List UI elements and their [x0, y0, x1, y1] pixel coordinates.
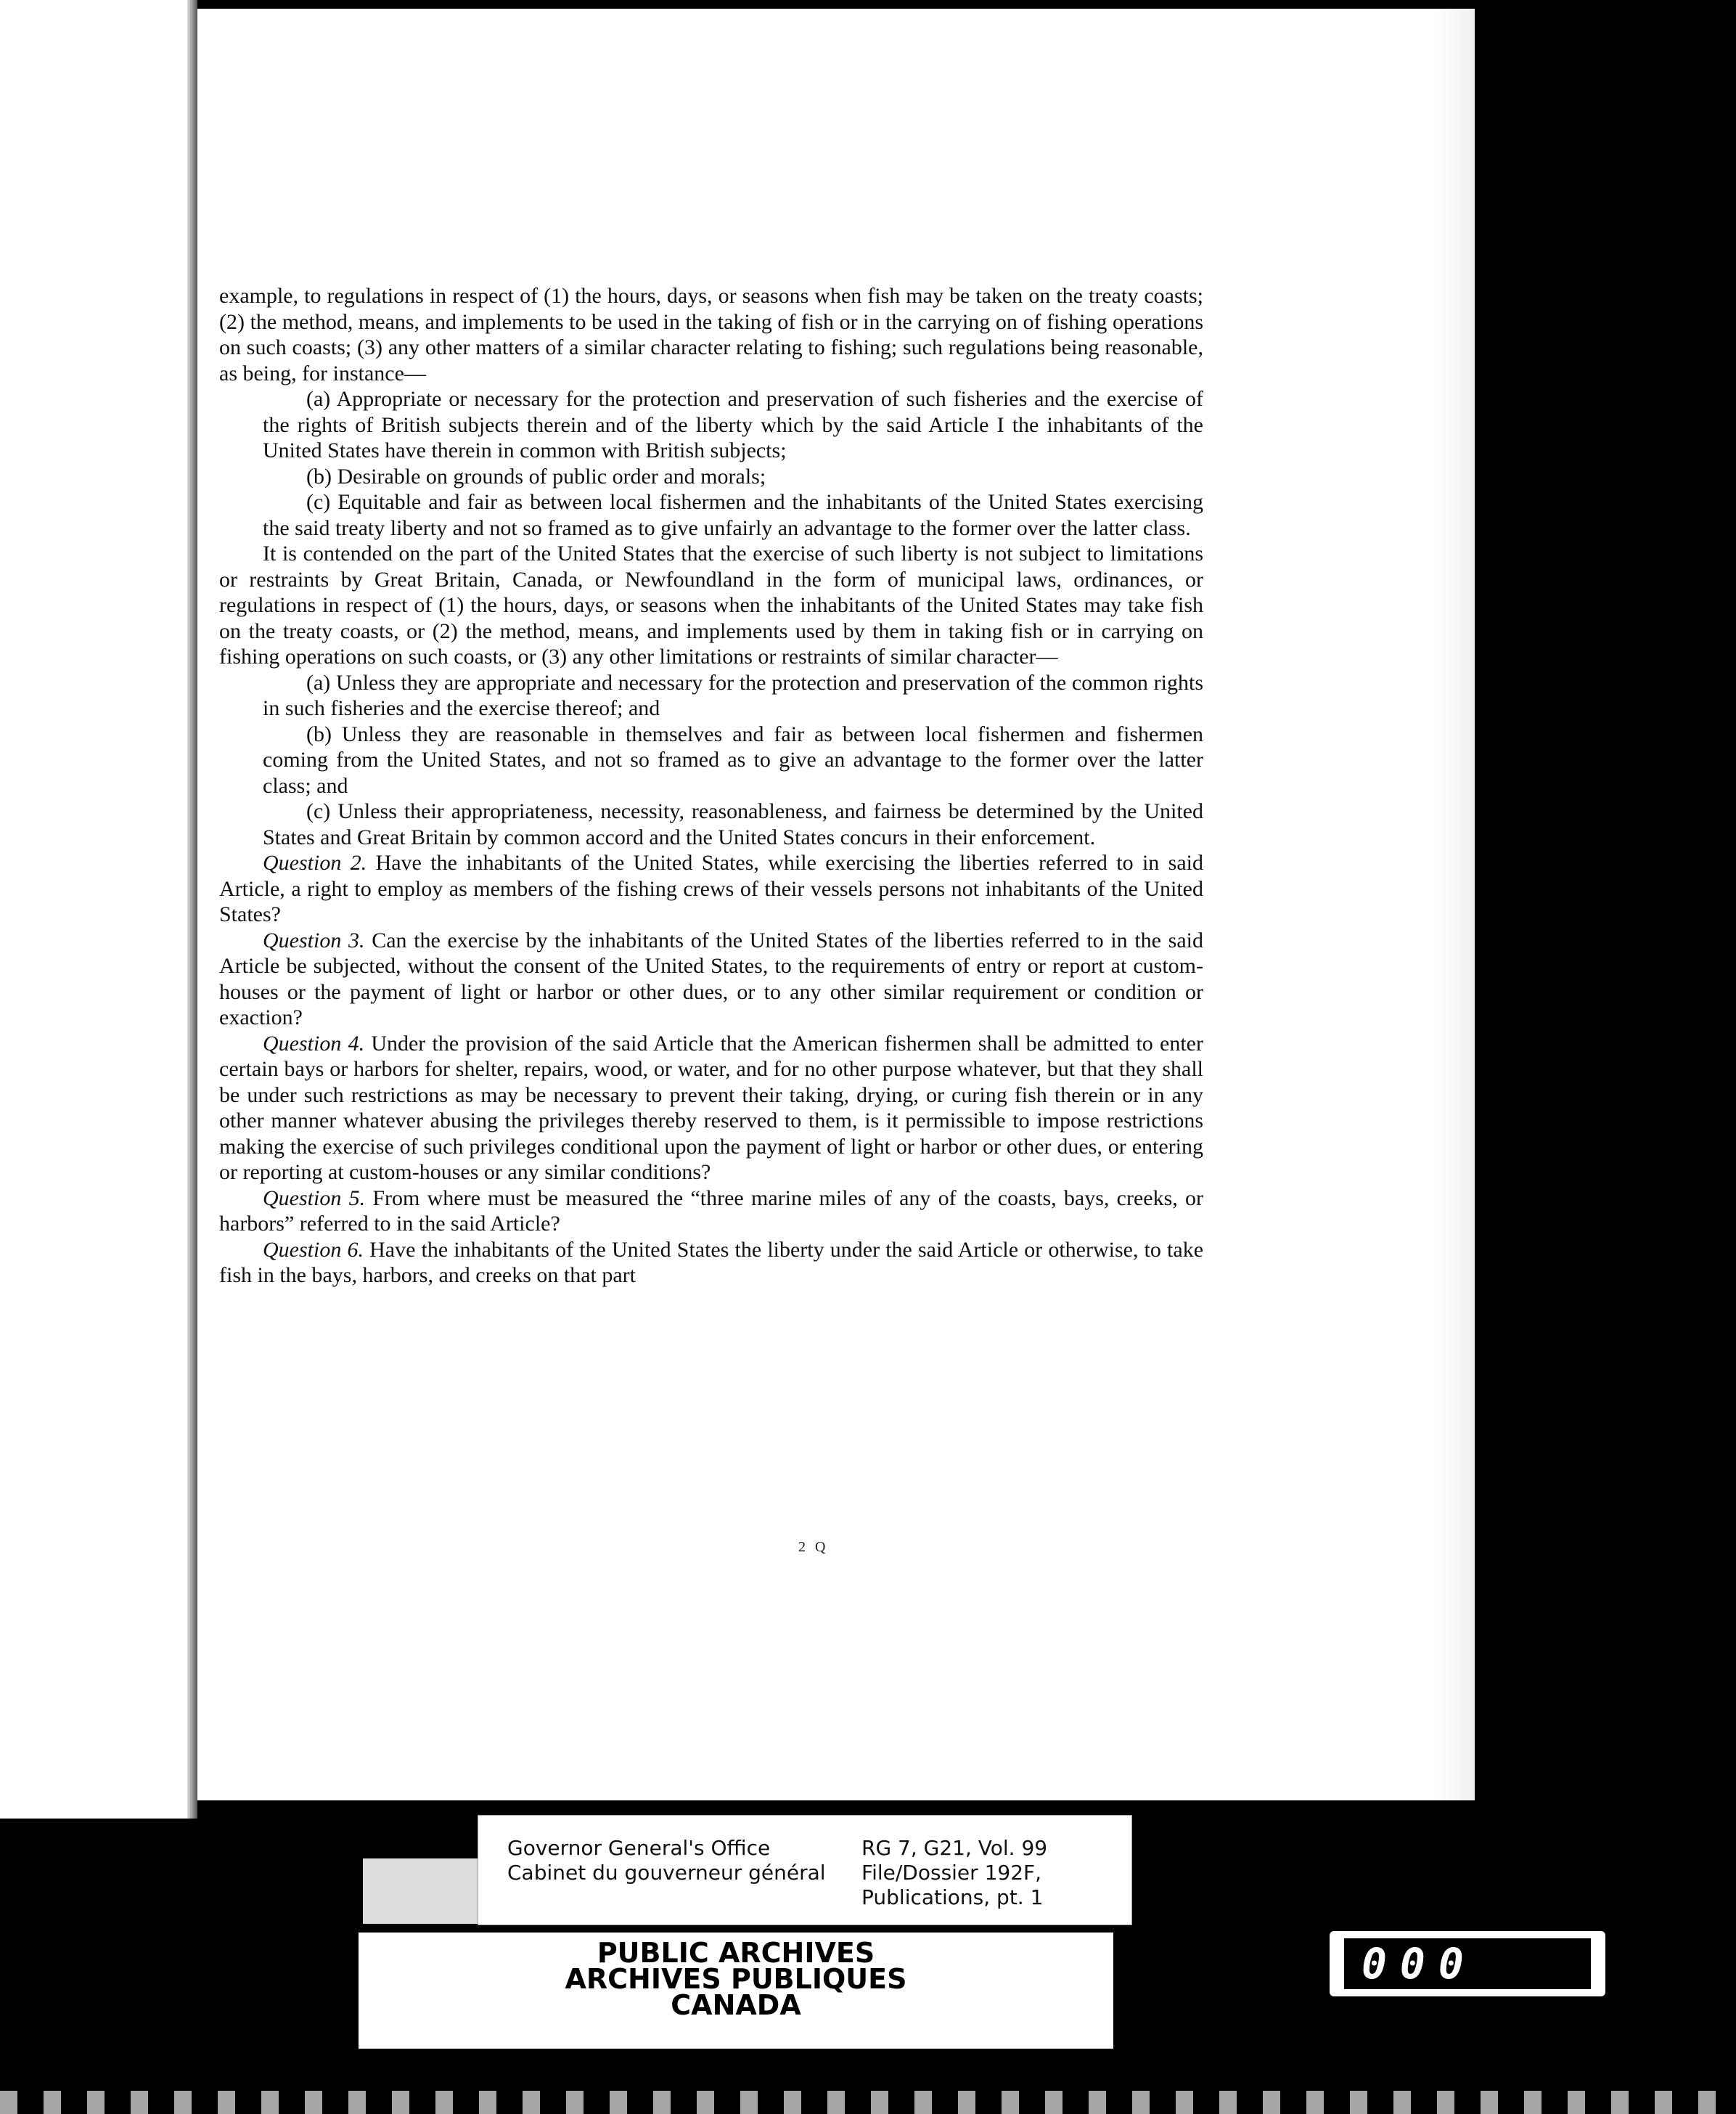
page-gutter-shadow	[187, 0, 197, 1819]
paragraph-unless-b: (b) Unless they are reasonable in themselves and fair as between local fishermen and fishermen coming from the United States, and not so framed as to give an advantage to the former over the latter class; and	[263, 722, 1203, 798]
paragraph-question-5	[219, 1185, 1203, 1237]
page-edge-shading	[1431, 9, 1475, 1800]
question-5-text: From where must be measured the “three marine miles of any of the coasts, bays, creeks, or harbors” referred to in the said Article?	[219, 1185, 1203, 1236]
ticket-office-en: Governor General's Office	[507, 1836, 771, 1860]
paragraph-item-c: (c) Equitable and fair as between local fishermen and the inhabitants of the United States exercising the said treaty liberty and not so framed as to give unfairly an advantage to the former over the latter class.	[263, 490, 1203, 540]
paragraph-question-6	[219, 1237, 1203, 1289]
paragraph-unless-c: (c) Unless their appropriateness, necessity, reasonableness, and fairness be determined by the United States and Great Britain by common accord and the United States concurs in their enforcement.	[263, 799, 1203, 849]
question-2-text: Have the inhabitants of the United States, while exercising the liberties referred to in said Article, a right to employ as members of the fishing crews of their vessels persons not inhabitants of the United States?	[219, 851, 1203, 926]
banner-line-country: CANADA	[671, 1989, 801, 2021]
question-2-label: Question 2.	[263, 851, 367, 875]
ticket-ref-file: File/Dossier 192F,	[861, 1861, 1042, 1885]
banner-line-fr: ARCHIVES PUBLIQUES	[565, 1963, 907, 1995]
ticket-ref-rg: RG 7, G21, Vol. 99	[861, 1836, 1048, 1860]
frame-number: 000	[1344, 1938, 1591, 1989]
paragraph-unless-a: (a) Unless they are appropriate and necessary for the protection and preservation of the common rights in such fisheries and the exercise thereof; and	[263, 670, 1203, 720]
paragraph-question-3	[219, 928, 1203, 1031]
paragraph-question-4	[219, 1031, 1203, 1185]
ticket-office-fr: Cabinet du gouverneur général	[507, 1861, 826, 1885]
question-5-label: Question 5.	[263, 1185, 366, 1210]
archive-label-tab	[363, 1858, 479, 1924]
paragraph-item-b: (b) Desirable on grounds of public order and morals;	[306, 464, 766, 489]
question-6-text: Have the inhabitants of the United States the liberty under the said Article or otherwise, to take fish in the bays, harbors, and creeks on that part	[219, 1237, 1204, 1287]
question-6-label: Question 6.	[263, 1237, 364, 1262]
ticket-office	[507, 1836, 826, 1885]
archive-reference-ticket	[478, 1815, 1132, 1925]
paragraph-continuation: example, to regulations in respect of (1) the hours, days, or seasons when fish may be taken on the treaty coasts; (2) the method, means, and implements to be used in the taking of fish or in the carrying on of fishing operations on such coasts; (3) any other matters of a similar character relating to fishing; such regulations being reasonable, as being, for instance—	[219, 284, 1203, 385]
printer-signature-mark: 2 Q	[798, 1539, 829, 1555]
paragraph-question-2	[219, 850, 1203, 928]
question-4-text: Under the provision of the said Article that the American fishermen shall be admitted to enter certain bays or harbors for shelter, repairs, wood, or water, and for no other purpose whatever, but that they shall be under such restrictions as may be necessary to prevent their taking, drying, or curing fish therein or in any other manner whatever abusing the privileges thereby reserved to them, is it permissible to impose restrictions making the exercise of such privileges conditional upon the payment of light or harbor or other dues, or entering or reporting at custom-houses or any similar conditions?	[219, 1031, 1203, 1184]
paragraph-item-a: (a) Appropriate or necessary for the protection and preservation of such fisheries and the exercise of the rights of British subjects therein and of the liberty which by the said Article I the inhabitants of the United States have therein in common with British subjects;	[263, 387, 1203, 462]
public-archives-banner	[359, 1933, 1113, 2049]
question-4-label: Question 4.	[263, 1031, 365, 1056]
frame-counter	[1330, 1931, 1605, 1996]
ticket-ref-pub: Publications, pt. 1	[861, 1885, 1044, 1909]
adjacent-page-strip	[0, 0, 195, 1819]
document-body	[219, 283, 1203, 1289]
question-3-text: Can the exercise by the inhabitants of the United States of the liberties referred to in the said Article be subjected, without the consent of the United States, to the requirements of entry or report at custom-houses or the payment of light or harbor or other dues, or to any other similar requirement or condition or exaction?	[219, 928, 1203, 1029]
question-3-label: Question 3.	[263, 928, 365, 952]
banner-line-en: PUBLIC ARCHIVES	[597, 1937, 875, 1969]
film-edge-perforations	[0, 2091, 1736, 2114]
ticket-reference	[861, 1836, 1047, 1910]
paragraph-us-contention: It is contended on the part of the United States that the exercise of such liberty is not subject to limitations or restraints by Great Britain, Canada, or Newfoundland in the form of municipal laws, ordinances, or regulations in respect of (1) the hours, days, or seasons when the inhabitants of the United States may take fish on the treaty coasts, or (2) the method, means, and implements used by them in taking fish or in carrying on fishing operations on such coasts, or (3) any other limitations or restraints of similar character—	[219, 542, 1203, 669]
